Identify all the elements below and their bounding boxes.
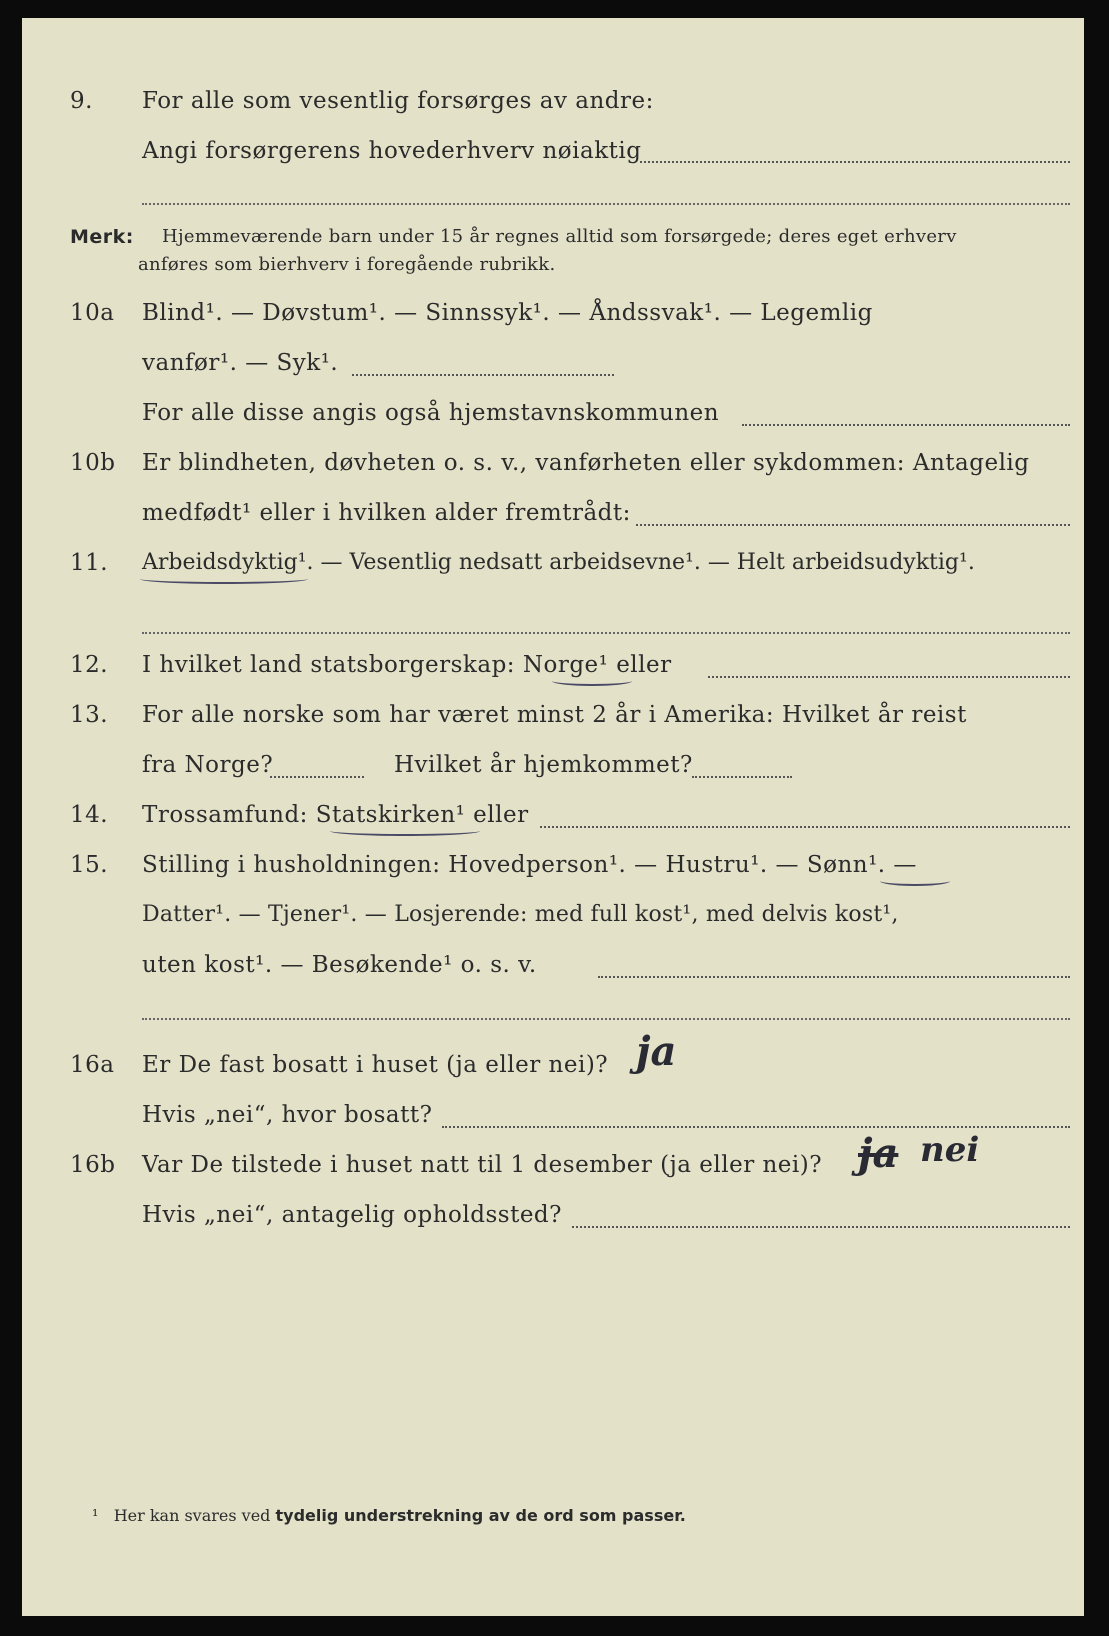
q12-underline-mark [552,676,632,686]
q14-text: Trossamfund: Statskirken¹ eller [142,802,529,828]
q15-answer-line[interactable] [598,976,1070,978]
q13-number: 13. [70,702,109,728]
q10a-row [22,300,1084,336]
q9-text: For alle som vesentlig forsørges av andre: [142,88,654,114]
q13-row-2 [22,752,1084,788]
q12-row [22,652,1084,688]
q10b-number: 10b [70,450,116,476]
q13-departure-line[interactable] [270,776,364,778]
q10b-text-1: Er blindheten, døvheten o. s. v., vanførheten eller sykdommen: Antagelig [142,450,1030,476]
q15-text-2: Datter¹. — Tjener¹. — Losjerende: med full kost¹, med delvis kost¹, [142,902,899,927]
merk-row-2 [22,254,1084,290]
footnote-text-a: Her kan svares ved [113,1506,271,1525]
q9-extra-line[interactable] [142,203,1070,205]
q9-text-2: Angi forsørgerens hovederhverv nøiaktig [142,138,642,164]
merk-text-1: Hjemmeværende barn under 15 år regnes alltid som forsørgede; deres eget erhverv [162,226,957,247]
q14-row [22,802,1084,838]
q10b-row [22,450,1084,486]
q10b-answer-line[interactable] [636,524,1070,526]
q15-underline-mark [880,876,950,886]
footnote-mark: ¹ [92,1506,99,1525]
q13-text-1: For alle norske som har været minst 2 år i Amerika: Hvilket år reist [142,702,967,728]
q9-row [22,88,1084,124]
q11-extra-line[interactable] [142,632,1070,634]
q16b-text-1: Var De tilstede i huset natt til 1 desember (ja eller nei)? [142,1152,823,1178]
q9-answer-line[interactable] [640,161,1070,163]
q15-row-2 [22,902,1084,938]
q10a-answer-line[interactable] [352,374,614,376]
q15-extra-line[interactable] [142,1018,1070,1020]
q9-row-2 [22,138,1084,174]
q9-number: 9. [70,88,93,114]
q10a-row-3 [22,400,1084,436]
q10a-text-2: vanfør¹. — Syk¹. [142,350,339,376]
q15-row-3 [22,952,1084,988]
q12-answer-line[interactable] [708,676,1070,678]
q16a-text-2: Hvis „nei“, hvor bosatt? [142,1102,433,1128]
q16b-answer-line[interactable] [572,1226,1070,1228]
q14-answer-line[interactable] [540,826,1070,828]
q16b-row-2 [22,1202,1084,1238]
q16a-number: 16a [70,1052,115,1078]
q13-return-line[interactable] [692,776,792,778]
q10a-text-3: For alle disse angis også hjemstavnskommunen [142,400,720,426]
footnote-text-b: tydelig understrekning av de ord som passer. [275,1506,686,1525]
q10a-row-2 [22,350,1084,386]
merk-text-2: anføres som bierhverv i foregående rubrikk. [138,254,556,275]
q16b-struck-answer: ja [858,1130,899,1177]
q16a-handwritten-answer: ja [636,1028,677,1075]
q16a-row [22,1052,1084,1088]
q16b-handwritten-answer: nei [920,1130,980,1170]
q16a-answer-line[interactable] [442,1126,1070,1128]
q13-row [22,702,1084,738]
q15-text-1: Stilling i husholdningen: Hovedperson¹. — Hustru¹. — Sønn¹. — [142,852,917,878]
footnote [92,1506,686,1525]
q16b-text-2: Hvis „nei“, antagelig opholdssted? [142,1202,562,1228]
q16a-text-1: Er De fast bosatt i huset (ja eller nei)? [142,1052,609,1078]
q11-underline-mark [140,574,308,584]
q14-number: 14. [70,802,109,828]
q11-text: Arbeidsdyktig¹. — Vesentlig nedsatt arbeidsevne¹. — Helt arbeidsudyktig¹. [142,550,975,575]
q14-underline-mark [330,826,480,836]
q15-text-3: uten kost¹. — Besøkende¹ o. s. v. [142,952,537,978]
q16b-number: 16b [70,1152,116,1178]
census-form-page [22,18,1084,1616]
q10a-home-line[interactable] [742,424,1070,426]
q10b-text-2: medfødt¹ eller i hvilken alder fremtrådt: [142,500,631,526]
q13-text-2a: fra Norge? [142,752,274,778]
q12-number: 12. [70,652,109,678]
q10a-text-1: Blind¹. — Døvstum¹. — Sinnssyk¹. — Åndssvak¹. — Legemlig [142,300,873,326]
q10b-row-2 [22,500,1084,536]
q12-text: I hvilket land statsborgerskap: Norge¹ eller [142,652,672,678]
merk-label: Merk: [70,226,134,248]
q11-number: 11. [70,550,109,576]
q10a-number: 10a [70,300,115,326]
q15-number: 15. [70,852,109,878]
q13-text-2b: Hvilket år hjemkommet? [394,752,693,778]
